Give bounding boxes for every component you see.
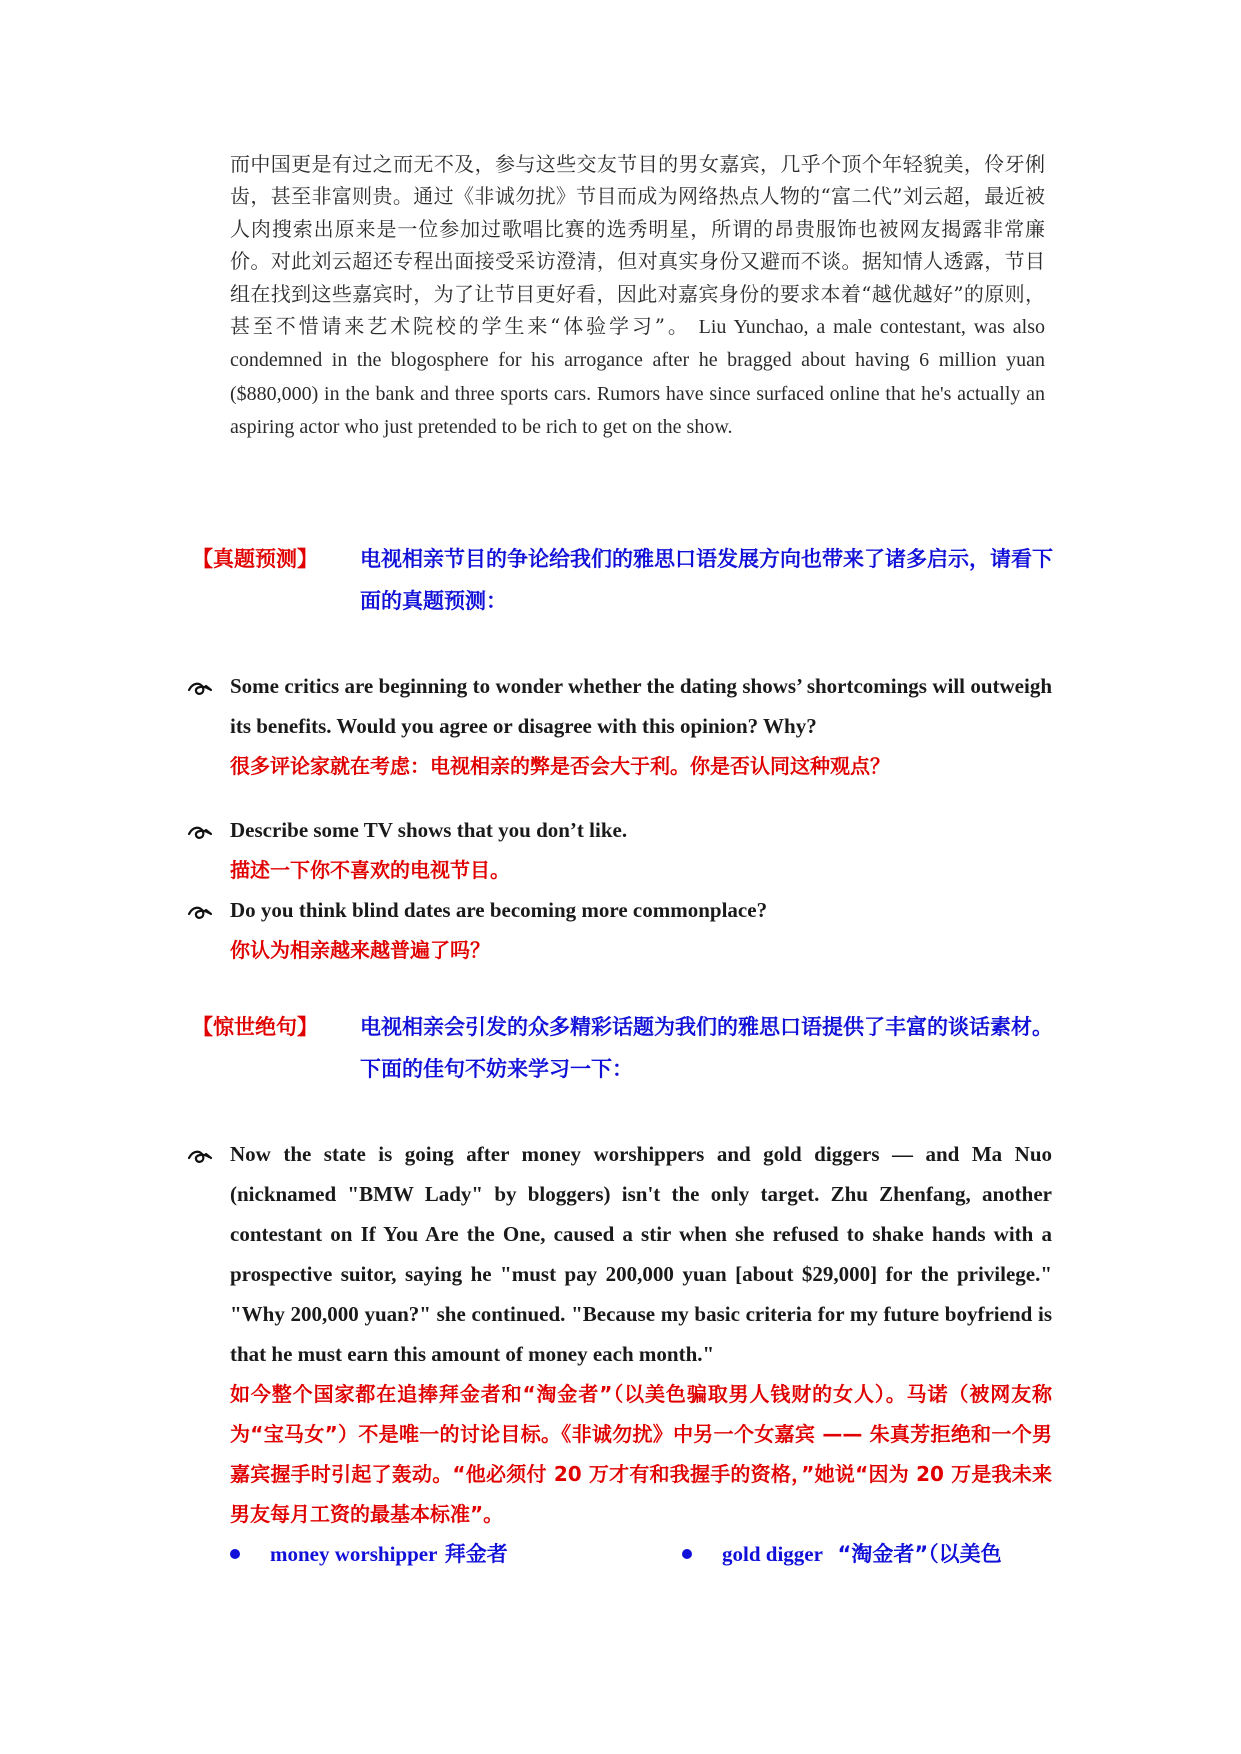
bullet-dot-icon	[230, 1549, 240, 1559]
vocab-item-1	[230, 1534, 508, 1574]
section-prediction-label: 【真题预测】	[192, 546, 318, 571]
quote-english-text: Now the state is going after money worshippers and gold diggers — and Ma Nuo (nicknamed "BMW Lady" by bloggers) isn't the only target. Zhu Zhenfang, another contestant on If You Are the One, caused a stir when she refused to shake hands with a prospective suitor, saying he "must pay 200,000 yuan [about $29,000] for the privilege." "Why 200,000 yuan?" she continued. "Because my basic criteria for my future boyfriend is that he must earn this amount of money each month."	[230, 1142, 1052, 1366]
section-prediction-description: 电视相亲节目的争论给我们的雅思口语发展方向也带来了诸多启示，请看下面的真题预测：	[360, 546, 1053, 613]
question-3-english	[230, 890, 1052, 970]
section-quotes-label: 【惊世绝句】	[192, 1014, 318, 1039]
question-3-chinese: 你认为相亲越来越普遍了吗？	[230, 938, 490, 962]
swirl-bullet-icon	[187, 1134, 217, 1174]
vocab-item-2-english: gold digger	[722, 1542, 823, 1566]
question-2-chinese: 描述一下你不喜欢的电视节目。	[230, 858, 510, 882]
intro-chinese-text: 而中国更是有过之而无不及，参与这些交友节目的男女嘉宾，几乎个顶个年轻貌美，伶牙俐齿，甚至非富则贵。通过《非诚勿扰》节目而成为网络热点人物的“富二代”刘云超，最近被人肉搜索出原来是一位参加过歌唱比赛的选秀明星，所谓的昂贵服饰也被网友揭露非常廉价。对此刘云超还专程出面接受采访澄清，但对真实身份又避而不谈。据知情人透露，节目组在找到这些嘉宾时，为了让节目更好看，因此对嘉宾身份的要求本着“越优越好”的原则，甚至不惜请来艺术院校的学生来“体验学习”。	[230, 152, 1045, 339]
quote-chinese: 如今整个国家都在追捧拜金者和“淘金者”（以美色骗取男人钱财的女人）。马诺（被网友称为“宝马女”）不是唯一的讨论目标。《非诚勿扰》中另一个女嘉宾 —— 朱真芳拒绝和一个男嘉宾握手时引起了轰动。“他必须付 20 万才有和我握手的资格，”她说“因为 20 万是我未来男友每月工资的最基本标准”。	[230, 1382, 1052, 1526]
question-2-english	[230, 810, 1052, 890]
intro-english-text: Liu Yunchao, a male contestant, was also condemned in the blogosphere for his arrogance after he bragged about having 6 million yuan ($880,000) in the bank and three sports cars. Rumors have since surfaced online that he's actually an aspiring actor who just pretended to be rich to get on the show.	[230, 316, 1045, 439]
section-prediction	[192, 538, 1052, 628]
question-1-chinese: 很多评论家就在考虑：电视相亲的弊是否会大于利。你是否认同这种观点？	[230, 754, 890, 778]
vocab-item-1-chinese: 拜金者	[444, 1542, 508, 1566]
section-quotes-description: 电视相亲会引发的众多精彩话题为我们的雅思口语提供了丰富的谈话素材。下面的佳句不妨来学习一下：	[360, 1014, 1053, 1081]
bullet-dot-icon	[682, 1549, 692, 1559]
swirl-bullet-icon	[187, 810, 217, 850]
swirl-bullet-icon	[187, 666, 217, 706]
swirl-bullet-icon	[187, 890, 217, 930]
quote-english	[230, 1134, 1052, 1534]
question-3-english-text: Do you think blind dates are becoming more commonplace?	[230, 898, 768, 922]
section-quotes	[192, 1006, 1052, 1096]
question-2-english-text: Describe some TV shows that you don’t like.	[230, 818, 628, 842]
vocabulary-list	[230, 1534, 1060, 1574]
vocab-item-2-chinese: “淘金者”（以美色	[837, 1542, 1002, 1566]
vocab-item-2	[682, 1534, 1002, 1574]
intro-paragraph	[230, 148, 1045, 444]
question-1-english-text: Some critics are beginning to wonder whether the dating shows’ shortcomings will outweigh its benefits. Would you agree or disagree with this opinion? Why?	[230, 674, 1052, 738]
question-1-english	[230, 666, 1052, 786]
vocab-item-1-english: money worshipper	[270, 1542, 438, 1566]
